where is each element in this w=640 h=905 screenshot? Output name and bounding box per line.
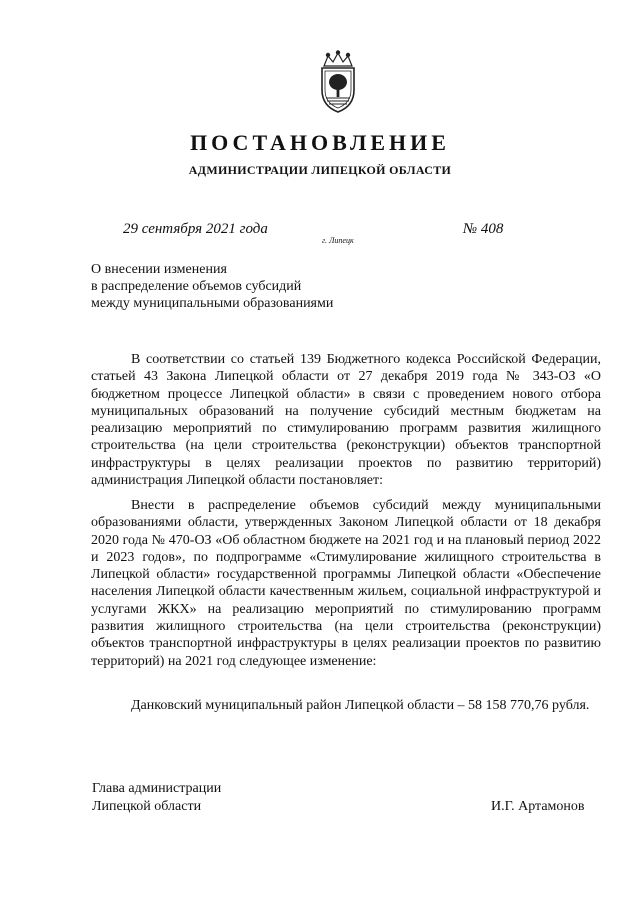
signatory-position-line: Глава администрации	[92, 781, 222, 796]
document-place: г. Липецк	[322, 236, 354, 245]
document-subtitle: АДМИНИСТРАЦИИ ЛИПЕЦКОЙ ОБЛАСТИ	[188, 163, 452, 177]
document-subject	[91, 261, 333, 312]
signatory-position	[92, 780, 221, 816]
body-paragraph-preamble: В соответствии со статьей 139 Бюджетного кодекса Российской Федерации, статьей 43 Закона Липецкой области от 27 декабря 2019 года № 343-ОЗ «О бюджетном процессе Липецкой области» в связи с проведением нового отбора муниципальных образований на получение субсидий местным бюджетам на реализацию мероприятий по стимулированию программ развития жилищного строительства (на цели строительства (реконструкции) объектов транспортной инфраструктуры в целях реализации проектов по развитию территорий) администрация Липецкой области постановляет:	[91, 352, 601, 489]
signatory-position-line: Липецкой области	[92, 799, 202, 814]
lipetsk-region-coat-of-arms-icon	[314, 50, 362, 114]
body-paragraph-allocation: Данковский муниципальный район Липецкой области – 58 158 770,76 рубля.	[131, 698, 590, 713]
subject-line: в распределение объемов субсидий	[91, 279, 302, 294]
document-date: 29 сентября 2021 года	[123, 221, 268, 237]
subject-line: О внесении изменения	[91, 262, 227, 277]
signatory-name: И.Г. Артамонов	[491, 799, 585, 814]
document-number: № 408	[463, 221, 504, 237]
subject-line: между муниципальными образованиями	[91, 296, 334, 311]
document-title: ПОСТАНОВЛЕНИЕ	[190, 130, 450, 155]
body-paragraph-resolution: Внести в распределение объемов субсидий между муниципальными образованиями области, утвержденных Законом Липецкой области от 18 декабря 2020 года № 470-ОЗ «Об областном бюджете на 2021 год и на плановый период 2022 и 2023 годов», по подпрограмме «Стимулирование жилищного строительства в Липецкой области» государственной программы Липецкой области «Обеспечение населения Липецкой области качественным жильем, социальной инфраструктурой и услугами ЖКХ» на реализацию мероприятий по стимулированию программ развития жилищного строительства (на цели строительства (реконструкции) объектов транспортной инфраструктуры в целях реализации проектов по развитию территорий) на 2021 год следующее изменение:	[91, 498, 601, 669]
